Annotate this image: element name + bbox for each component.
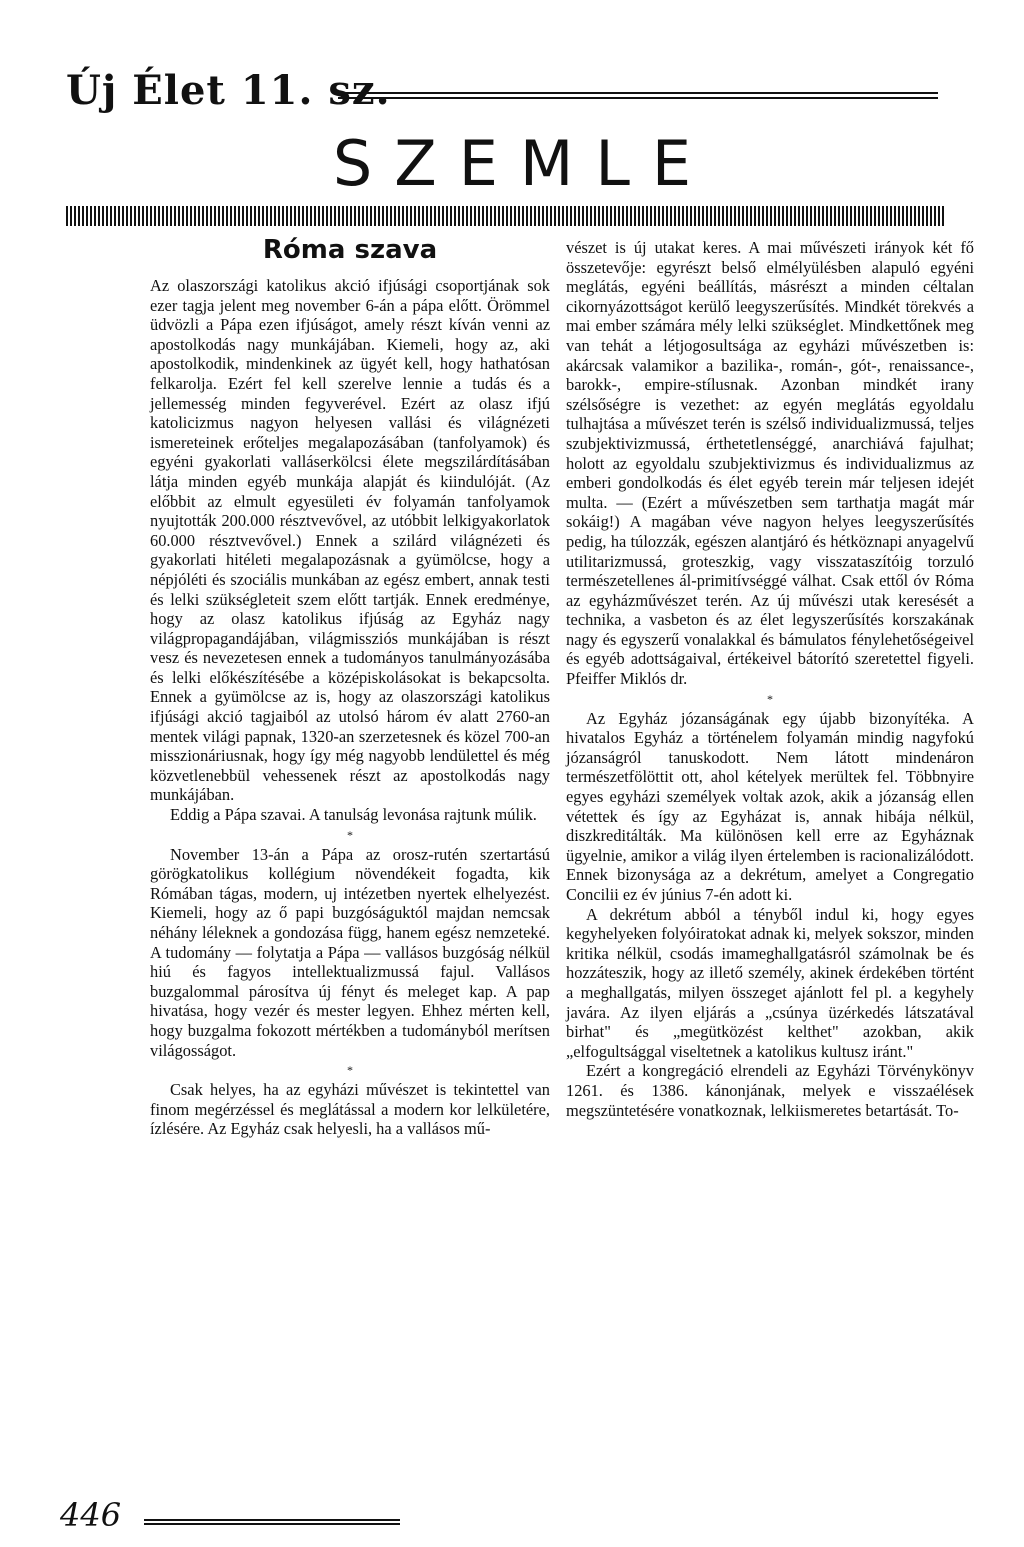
decorative-bar bbox=[66, 206, 946, 226]
paragraph: Az olaszországi katolikus akció ifjúsági csoportjának sok ezer tagja jelent meg november 6-án a pápa előtt. Örömmel üdvözli a Pápa ezen ifjúságot, amely részt kíván venni az apostolkodás nagy munkájában. Kiemeli, hogy az, aki apostolkodik, mindenkinek az ügyét kell, hogy hathatósan felkarolja. Ezért fel kell szerelve lennie a tudás és a jellemesség minden fegyverével. Ezért az olasz ifjú katolicizmus nagyon helyesen vallási és világnézeti ismereteinek erőteljes megalapozásában (tanfolyamok) és egyéni gyakorlati valláserkölcsi élete megszilárdításában látja minden egyéb munkája alapját és kiindulóját. (Az előbbit az elmult egyesületi év folyamán tanfolyamok nyujtották 200.000 résztvevővel, az utóbbit lelkigyakorlatok 60.000 résztvevővel.) Ennek a szilárd világnézeti és gyakorlati hitéleti megalapozásnak a gyümölcse, hogy a népjóléti és szociális munkában az egész embert, annak testi és lelki szükségleteit szem előtt tartják. Ennek eredménye, hogy az olasz katolikus ifjúság az Egyház nagy világpropagandájában, világmissziós munkájában is részt vesz és nevezetesen ennek a tudományos tanulmányozásába és lelki előkészítésébe a középiskolásokat is bekapcsolta. Ennek a gyümölcse az is, hogy az olaszországi katolikus ifjúsági akció tagjaiból az utolsó három év alatt 2760-an mentek világi papnak, 1320-an szerzetesnek és közel 700-an misszionáriusnak, hogy így még nagyobb lendülettel és még közvetlenebbül vehessenek részt az apostolkodás nagy munkájában. bbox=[150, 276, 550, 805]
paragraph: vészet is új utakat keres. A mai művészeti irányok két fő összetevője: egyrészt belső elmélyülésben alapuló egyéni meglátás, egyéni beállítás, másrészt a minden céltalan cikornyázottságot kerülő leegyszerűsítés. Mindkét törekvés a mai ember számára mély lelki szükséglet. Mindkettőnek meg van tehát a létjogosultsága az egyházi művészetben is: akárcsak valamikor a bazilika-, román-, gót-, renaissance-, barokk-, empire-stílusnak. Azonban mindkét irany szélsőségre is vezethet: az egyén meglátás egyoldalu tulhajtása a művészet terén is szélső individualizmussá, teljes szubjektivizmussá, érthetetlenséggé, anarchiává fajulhat; holott az egyoldalu szubjektivizmus és individualizmus az emberi gondolkodás és élet egyéb terein már teljesen idejét multa. — (Ezért a művészetben sem tarthatja magát már sokáig!) A magában véve nagyon helyes leegyszerűsítés pedig, ha túlozzák, egészen alantjáró és hétköznapi anyagelvű utilitarizmussá, groteszkig, vagy visszataszítóig torzuló természetellenes ál-primitívséggé válhat. Csak ettől óv Róma az egyházművészet terén. Az új művészi utak keresését a technika, a vasbeton és az élet legyszerűsítés korszakának nagy és egyszerű vonalakkal és bámulatos fénylehetőségeivel és egyéb adottságaival, értékeivel bátorító szeretettel figyeli. Pfeiffer Miklós dr. bbox=[566, 238, 974, 689]
paragraph: A dekrétum abból a tényből indul ki, hogy egyes kegyhelyeken folyóiratokat adnak ki, melyek sokszor, minden kritika nélkül, csodás imameghallgatásról számolnak be és hozzáteszik, hogy az illető személy, akinek érdekében történt a meghallgatás, milyen összeget ajánlott fel pl. a kegyhely javára. Az ilyen eljárás a „csúnya üzérkedés látszatával birhat" és „megütközést kelthet" azokban, akik „elfogultsággal viseltetnek a katolikus kultusz iránt." bbox=[566, 904, 974, 1061]
right-column bbox=[566, 238, 974, 1120]
paragraph: November 13-án a Pápa az orosz-rutén szertartású görögkatolikus kollégium növendékeit fogadta, kik Rómában tágas, modern, uj intézetben nyertek elhelyezést. Kiemeli, hogy az ő papi buzgóságuktól majdan nemcsak néhány léleknek a gondozása függ, hanem egész nemzeteké. A tudomány — folytatja a Pápa — vallásos buzgóság nélkül hiú és fagyos intellektualizmussá fajul. Vallásos buzgalommal párosítva új fényt és meleget kap. A pap hivatása, hogy vezér és mester legyen. Ehhez mérten kell, hogy buzgalma fokozott mértékben a tudományból merítsen világosságot. bbox=[150, 844, 550, 1060]
separator-asterisk: * bbox=[767, 691, 773, 706]
page-number: 446 bbox=[60, 1496, 122, 1534]
paragraph: Eddig a Pápa szavai. A tanulság levonása rajtunk múlik. bbox=[170, 805, 537, 825]
section-title: SZEMLE bbox=[332, 127, 714, 200]
header-rule bbox=[338, 92, 938, 99]
left-column bbox=[150, 232, 550, 1139]
separator-asterisk: * bbox=[347, 827, 353, 842]
separator-asterisk: * bbox=[347, 1063, 353, 1078]
paragraph: Ezért a kongregáció elrendeli az Egyházi Törvénykönyv 1261. és 1386. kánonjának, melyek e visszaélések megszüntetésére vonatkoznak, lelkiismeretes betartását. To- bbox=[566, 1061, 974, 1120]
paragraph: Az Egyház józanságának egy újabb bizonyítéka. A hivatalos Egyház a történelem folyamán mindig nagyfokú józanságról tanuskodott. Nem látott mindenáron természetfölöttit ott, ahol kételyek merültek fel. Többnyire egyes egyházi személyek voltak azok, akik a józanság ellen vétettek és így az Egyházat is, annak hibája nélkül, diszkreditálták. Ma különösen kell erre az Egyháznak ügyelnie, amikor a világ ilyen értelemben is racionalizálódott. Ennek bizonysága az a dekrétum, amelyet a Congregatio Concilii ez év június 7-én adott ki. bbox=[566, 708, 974, 904]
journal-title: Új Élet 11. sz. bbox=[66, 67, 391, 114]
paragraph: Csak helyes, ha az egyházi művészet is tekintettel van finom megérzéssel és meglátással a modern kor lelkületére, ízlésére. Az Egyház csak helyesli, ha a vallásos mű- bbox=[150, 1080, 550, 1139]
page-footer bbox=[60, 1495, 360, 1535]
article-title: Róma szava bbox=[262, 235, 438, 265]
masthead bbox=[66, 66, 946, 126]
footer-rule bbox=[144, 1519, 400, 1525]
